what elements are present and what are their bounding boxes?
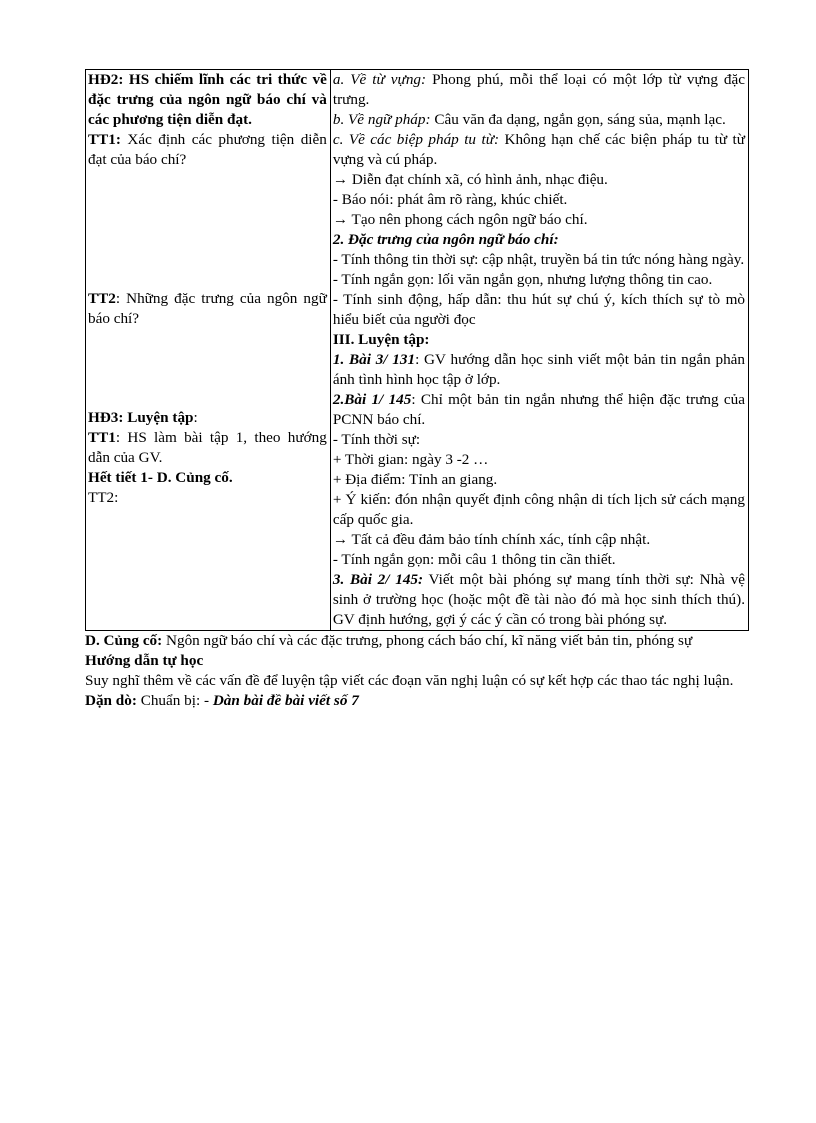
exercise-3-label: 3. Bài 2/ 145: [332,571,424,588]
section-2-title: 2. Đặc trưng của ngôn ngữ báo chí: [332,231,559,248]
exercise-2-point-2: + Thời gian: ngày 3 -2 … [332,451,489,468]
exercise-2-point-5: → Tất cả đều đảm bảo tính chính xác, tính cập nhật. [332,531,651,548]
exercise-2-label: 2.Bài 1/ 145 [332,391,412,408]
rhetoric-point-1: → Diễn đạt chính xã, có hình ảnh, nhạc điệu. [332,171,608,188]
self-study-title: Hướng dẫn tự học [85,652,204,669]
vocab-label: a. Về từ vựng: [332,71,427,88]
homework-label: Dặn dò: [85,692,137,709]
rhetoric-point-3: → Tạo nên phong cách ngôn ngữ báo chí. [332,211,588,228]
end-of-period-note: Hết tiết 1- D. Củng cố. [88,469,233,486]
rhetoric-label: c. Về các biệp pháp tu từ: [332,131,500,148]
tt2-text: : Những đặc trưng của ngôn ngữ báo chí? [88,290,327,327]
tt1-text: Xác định các phương tiện diễn đạt của báo chí? [88,131,327,168]
vocab-text: Phong phú, mỗi thể loại có một lớp từ vựng đặc trưng. [332,71,746,108]
exercise-1 [333,350,745,390]
exercise-1-label: 1. Bài 3/ 131 [332,351,416,368]
tt2b-item: TT2: [88,489,119,506]
lesson-footer [85,631,749,711]
exercise-2-point-3: + Địa điểm: Tỉnh an giang. [332,471,498,488]
rhetoric-text: Không hạn chế các biện pháp tu từ từ vựng và cú pháp. [332,131,745,168]
vocab-item [333,70,745,110]
tt1-item [88,130,327,170]
homework-line [85,691,749,711]
tt2-item [88,289,327,329]
hd3-heading [88,408,327,428]
tt1b-item [88,428,327,468]
activity-column [86,70,331,631]
section-3-title: III. Luyện tập: [332,331,430,348]
rhetoric-item [333,130,745,170]
exercise-2-text: : Chỉ một bản tin ngắn nhưng thể hiện đặc trưng của PCNN báo chí. [332,391,745,428]
homework-item: Dàn bài đề bài viết số 7 [212,692,359,709]
tt2-label: TT2 [88,290,116,307]
content-column [330,70,748,631]
exercise-2 [333,390,745,430]
exercise-2-point-4: + Ý kiến: đón nhận quyết định công nhận di tích lịch sử cách mạng cấp quốc gia. [332,491,745,528]
homework-text: Chuẩn bị: - [136,692,213,709]
tt1-label: TT1: [88,131,121,148]
section-2-point-1: - Tính thông tin thời sự: cập nhật, truyền bá tin tức nóng hàng ngày. [332,251,745,268]
document-page [85,69,749,711]
grammar-label: b. Về ngữ pháp: [332,111,431,128]
exercise-2-point-6: - Tính ngắn gọn: mỗi câu 1 thông tin cần thiết. [332,551,616,568]
hd3-label: HĐ3: Luyện tập [88,409,194,426]
consolidation-text: Ngôn ngữ báo chí và các đặc trưng, phong cách báo chí, kĩ năng viết bản tin, phóng sự [162,632,693,649]
lesson-table [85,69,749,631]
rhetoric-point-2: - Báo nói: phát âm rõ ràng, khúc chiết. [332,191,568,208]
consolidation-label: D. Củng cố: [85,632,163,649]
grammar-text: Câu văn đa dạng, ngắn gọn, sáng sủa, mạnh lạc. [430,111,726,128]
exercise-1-text: : GV hướng dẫn học sinh viết một bản tin ngắn phản ánh tình hình học tập ở lớp. [332,351,745,388]
grammar-item [333,110,745,130]
exercise-3 [333,570,745,630]
hd3-colon: : [193,409,198,426]
self-study-text: Suy nghĩ thêm về các vấn đề để luyện tập viết các đoạn văn nghị luận có sự kết hợp các thao tác nghị luận. [85,672,734,689]
tt1b-label: TT1 [88,429,116,446]
exercise-3-text: Viết một bài phóng sự mang tính thời sự: Nhà vệ sinh ở trường học (hoặc một đề tài nào đó mà học sinh thích thú). GV định hướng, gợi ý các ý cần có trong bài phóng sự. [332,571,745,628]
section-2-point-2: - Tính ngắn gọn: lối văn ngắn gọn, nhưng lượng thông tin cao. [332,271,713,288]
table-row [86,70,749,631]
exercise-2-point-1: - Tính thời sự: [332,431,421,448]
consolidation-paragraph [85,631,749,651]
hd2-heading: HĐ2: HS chiếm lĩnh các tri thức về đặc trưng của ngôn ngữ báo chí và các phương tiện diễn đạt. [88,71,327,128]
section-2-point-3: - Tính sinh động, hấp dẫn: thu hút sự chú ý, kích thích sự tò mò hiểu biết của người đọc [332,291,745,328]
tt1b-text: : HS làm bài tập 1, theo hướng dẫn của GV. [88,429,327,466]
